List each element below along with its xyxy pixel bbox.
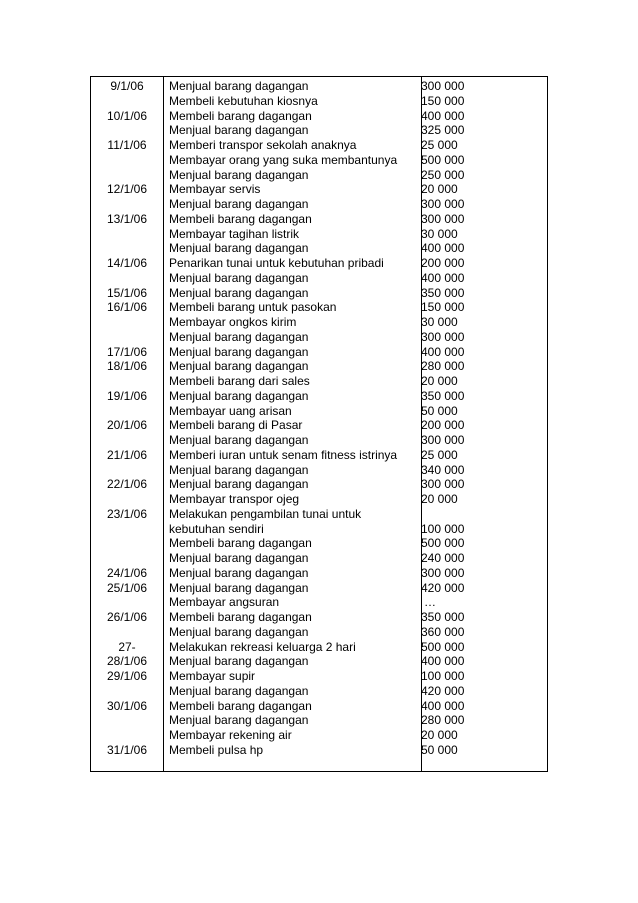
row-description: Melakukan pengambilan tunai untuk: [169, 506, 362, 521]
row-date: 20/1/06: [106, 418, 148, 433]
row-amount: [421, 507, 446, 522]
row-description: Menjual barang dagangan: [169, 565, 309, 580]
row-description: Membeli barang dagangan: [169, 108, 312, 123]
row-description: Membayar supir: [169, 669, 256, 683]
row-description: Menjual barang dagangan: [169, 344, 309, 359]
row-description: Menjual barang dagangan: [169, 624, 309, 639]
row-date: 15/1/06: [106, 285, 148, 300]
row-description: Menjual barang dagangan: [169, 580, 309, 595]
row-date: 14/1/06: [106, 256, 148, 270]
row-date: [91, 595, 163, 610]
row-amount: 400 000: [421, 344, 465, 359]
row-date: [91, 404, 163, 419]
row-description: Menjual barang dagangan: [169, 167, 309, 182]
row-description: Membeli barang dagangan: [169, 211, 312, 226]
row-amount: 400 000: [421, 108, 465, 123]
row-amount: 300 000: [421, 329, 465, 344]
row-date: [91, 713, 163, 728]
row-amount: 30 000: [421, 226, 458, 241]
row-date: 22/1/06: [106, 477, 148, 492]
row-description: Membayar tagihan listrik: [169, 226, 300, 241]
row-amount: 30 000: [421, 315, 458, 329]
row-date: [91, 241, 163, 256]
row-date: [91, 123, 163, 138]
row-date: 17/1/06: [106, 344, 148, 359]
row-amount: 360 000: [421, 624, 465, 639]
row-date: [91, 551, 163, 566]
row-date: 18/1/06: [106, 359, 148, 374]
row-amount: 20 000: [421, 492, 458, 506]
row-description: Menjual barang dagangan: [169, 462, 309, 477]
row-amount: 250 000: [421, 167, 465, 182]
row-amount: 350 000: [421, 388, 465, 403]
row-description: Menjual barang dagangan: [169, 123, 309, 138]
row-description: Menjual barang dagangan: [169, 329, 309, 344]
row-amount: 25 000: [421, 447, 458, 462]
row-description: Membayar servis: [169, 182, 261, 197]
row-amount: …: [424, 595, 436, 610]
row-description: Menjual barang dagangan: [169, 285, 309, 300]
row-date: 10/1/06: [106, 108, 148, 123]
row-date: 16/1/06: [106, 300, 148, 315]
row-date: [91, 684, 163, 699]
row-date: 13/1/06: [106, 211, 148, 226]
row-description: Menjual barang dagangan: [169, 683, 309, 698]
row-date: [91, 374, 163, 389]
row-amount: 300 000: [421, 433, 465, 447]
row-amount: 100 000: [421, 669, 465, 683]
row-date: 31/1/06: [106, 742, 148, 757]
row-description: Menjual barang dagangan: [169, 654, 309, 669]
row-description: Menjual barang dagangan: [169, 79, 309, 93]
row-description: Menjual barang dagangan: [169, 359, 309, 374]
date-column-divider: [163, 77, 164, 771]
row-description: Membeli pulsa hp: [169, 742, 264, 757]
row-amount: 280 000: [421, 713, 465, 728]
row-amount: 150 000: [421, 93, 465, 108]
row-amount: 20 000: [421, 728, 458, 742]
row-date: [91, 522, 163, 537]
row-date: [91, 625, 163, 640]
row-date: [91, 330, 163, 345]
row-description: Membeli barang di Pasar: [169, 418, 303, 433]
row-amount: 500 000: [421, 639, 465, 654]
row-amount: 340 000: [421, 462, 465, 477]
row-amount: 400 000: [421, 270, 465, 285]
row-amount: 240 000: [421, 551, 465, 565]
row-amount: 400 000: [421, 698, 465, 713]
row-amount: 20 000: [421, 374, 458, 388]
row-amount: 325 000: [421, 123, 465, 138]
row-date: 12/1/06: [106, 182, 148, 197]
row-description: Membayar orang yang suka membantunya: [169, 152, 398, 167]
row-amount: 420 000: [421, 580, 465, 595]
row-amount: 500 000: [421, 536, 465, 551]
row-amount: 50 000: [421, 742, 458, 757]
row-amount: 300 000: [421, 565, 465, 580]
row-date: [91, 153, 163, 168]
row-date: [91, 728, 163, 743]
row-amount: 200 000: [421, 418, 465, 433]
row-date: 11/1/06: [107, 138, 147, 152]
row-description: Membayar ongkos kirim: [169, 315, 297, 329]
row-date: [91, 463, 163, 478]
row-date: [91, 227, 163, 242]
row-description: Membeli barang dagangan: [169, 698, 312, 713]
row-amount: 100 000: [421, 521, 465, 536]
row-date: 9/1/06: [110, 79, 144, 93]
row-description: kebutuhan sendiri: [169, 521, 264, 536]
row-description: Menjual barang dagangan: [169, 551, 309, 565]
row-date: 27-: [118, 639, 136, 654]
row-description: Melakukan rekreasi keluarga 2 hari: [169, 639, 356, 654]
row-date: 24/1/06: [106, 565, 148, 580]
row-date: 29/1/06: [106, 669, 148, 683]
row-date: [91, 492, 163, 507]
row-amount: 280 000: [421, 359, 465, 374]
row-description: Menjual barang dagangan: [169, 270, 309, 285]
row-description: Menjual barang dagangan: [169, 713, 309, 728]
row-description: Memberi iuran untuk senam fitness istrinya: [169, 447, 398, 462]
ledger-table: [90, 76, 548, 772]
row-description: Menjual barang dagangan: [169, 197, 309, 211]
row-amount: 350 000: [421, 285, 465, 300]
row-description: Membayar transpor ojeg: [169, 492, 300, 506]
row-description: Menjual barang dagangan: [169, 241, 309, 256]
row-date: 25/1/06: [106, 580, 148, 595]
row-date: [91, 315, 163, 330]
row-amount: 25 000: [421, 138, 458, 152]
row-date: [91, 271, 163, 286]
row-amount: 400 000: [421, 241, 465, 256]
row-date: [91, 433, 163, 448]
row-amount: 300 000: [421, 211, 465, 226]
row-description: Memberi transpor sekolah anaknya: [169, 138, 357, 152]
row-date: [91, 168, 163, 183]
row-amount: 50 000: [421, 403, 458, 418]
row-description: Membeli barang dari sales: [169, 374, 310, 388]
row-description: Membayar angsuran: [169, 595, 280, 610]
row-date: 21/1/06: [106, 447, 148, 462]
row-description: Penarikan tunai untuk kebutuhan pribadi: [169, 256, 384, 270]
row-description: Membeli barang dagangan: [169, 610, 312, 624]
row-date: 23/1/06: [106, 506, 148, 521]
row-amount: 350 000: [421, 610, 465, 624]
row-amount: 200 000: [421, 256, 465, 270]
row-date: [91, 197, 163, 212]
row-date: [91, 536, 163, 551]
row-amount: 300 000: [421, 79, 465, 93]
row-date: 19/1/06: [106, 388, 148, 403]
row-description: Menjual barang dagangan: [169, 388, 309, 403]
row-amount: 150 000: [421, 300, 465, 315]
row-date: 30/1/06: [106, 698, 148, 713]
row-description: Menjual barang dagangan: [169, 477, 309, 492]
row-description: Membayar rekening air: [169, 728, 292, 742]
row-description: Membeli barang dagangan: [169, 536, 312, 551]
row-date: [91, 94, 163, 109]
row-description: Membayar uang arisan: [169, 403, 292, 418]
row-date: 26/1/06: [106, 610, 148, 624]
row-amount: 420 000: [421, 683, 465, 698]
row-amount: 400 000: [421, 654, 465, 669]
row-description: Menjual barang dagangan: [169, 433, 309, 447]
row-amount: 300 000: [421, 197, 465, 211]
row-amount: 20 000: [421, 182, 458, 197]
row-date: 28/1/06: [106, 654, 148, 669]
row-amount: 300 000: [421, 477, 465, 492]
row-description: Membeli barang untuk pasokan: [169, 300, 337, 315]
row-amount: 500 000: [421, 152, 465, 167]
row-description: Membeli kebutuhan kiosnya: [169, 93, 318, 108]
